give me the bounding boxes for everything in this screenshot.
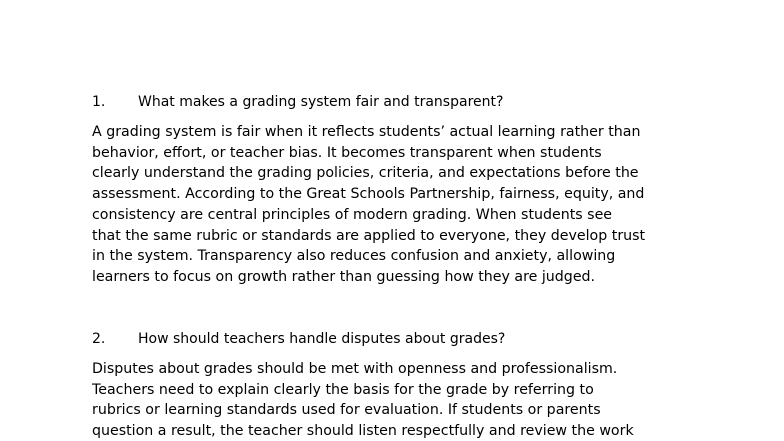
answer-paragraph-1 [92,122,696,288]
question-text: How should teachers handle disputes about grades? [138,331,506,347]
answer-paragraph-2 [92,359,696,441]
paragraph-line: consistency are central principles of modern grading. When students see [92,206,613,223]
question-number: 2. [92,331,106,347]
paragraph-line: Disputes about grades should be met with openness and professionalism. [92,361,618,377]
paragraph-line: rubrics or learning standards used for evaluation. If students or parents [92,402,601,419]
paragraph-line: A grading system is fair when it reflects students’ actual learning rather than [92,124,641,140]
paragraph-line: in the system. Transparency also reduces confusion and anxiety, allowing [92,248,616,265]
question-number: 1. [92,94,106,110]
paragraph-line: behavior, effort, or teacher bias. It becomes transparent when students [92,144,602,161]
paragraph-line: Teachers need to explain clearly the basis for the grade by referring to [92,381,594,398]
question-heading-2 [92,329,505,349]
paragraph-line: question a result, the teacher should listen respectfully and review the work [92,423,634,440]
question-text: What makes a grading system fair and transparent? [138,94,504,110]
paragraph-line: assessment. According to the Great Schools Partnership, fairness, equity, and [92,186,645,203]
paragraph-line: learners to focus on growth rather than guessing how they are judged. [92,268,596,285]
paragraph-line: clearly understand the grading policies, criteria, and expectations before the [92,165,639,182]
question-heading-1 [92,92,503,112]
paragraph-line: that the same rubric or standards are applied to everyone, they develop trust [92,227,646,244]
